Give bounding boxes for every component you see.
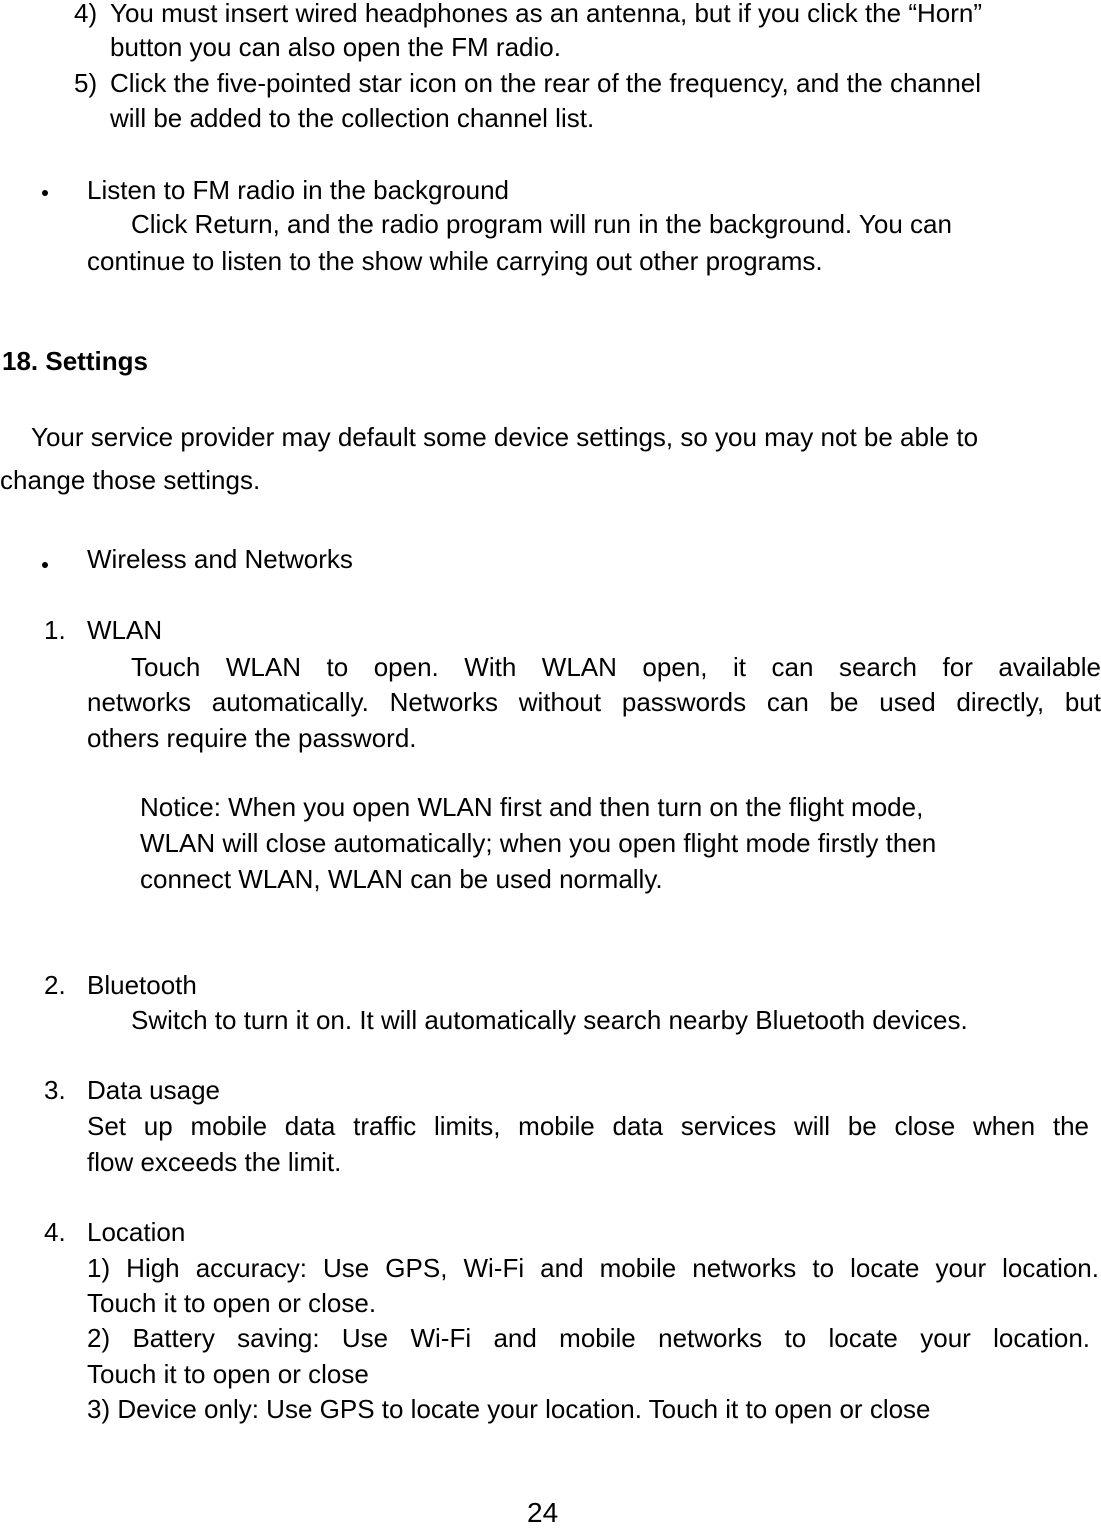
notice-text-line: connect WLAN, WLAN can be used normally. <box>140 864 663 894</box>
step-number: 4) <box>74 0 98 28</box>
item-title: Location <box>87 1217 186 1247</box>
body-text-line: 2) Battery saving: Use Wi-Fi and mobile networks to locate your location. <box>87 1323 1090 1353</box>
body-text-line: others require the password. <box>87 723 417 753</box>
body-text-line: 3) Device only: Use GPS to locate your location. Touch it to open or close <box>87 1394 931 1424</box>
body-text-line: Set up mobile data traffic limits, mobile data services will be close when the <box>87 1111 1089 1141</box>
step-text-line: will be added to the collection channel list. <box>110 103 595 133</box>
bullet-icon <box>42 190 48 196</box>
item-number: 4. <box>44 1217 66 1247</box>
section-heading: 18. Settings <box>2 346 148 376</box>
item-title: WLAN <box>87 615 163 645</box>
notice-text-line: Notice: When you open WLAN first and then turn on the flight mode, <box>140 792 924 822</box>
step-text-line: You must insert wired headphones as an antenna, but if you click the “Horn” <box>110 0 982 28</box>
item-number: 1. <box>44 615 66 645</box>
body-text-line: Switch to turn it on. It will automatically search nearby Bluetooth devices. <box>131 1005 968 1035</box>
item-number: 2. <box>44 970 66 1000</box>
item-title: Data usage <box>87 1075 220 1105</box>
body-text-line: Touch WLAN to open. With WLAN open, it can search for available <box>131 652 1101 682</box>
step-text-line: Click the five-pointed star icon on the rear of the frequency, and the channel <box>110 68 982 98</box>
bullet-title: Listen to FM radio in the background <box>87 175 510 205</box>
body-text-line: Click Return, and the radio program will run in the background. You can <box>131 209 952 239</box>
intro-text-line: change those settings. <box>0 465 261 495</box>
body-text-line: Touch it to open or close <box>87 1359 369 1389</box>
notice-text-line: WLAN will close automatically; when you open flight mode firstly then <box>140 828 937 858</box>
body-text-line: networks automatically. Networks without passwords can be used directly, but <box>87 687 1101 717</box>
body-text-line: continue to listen to the show while carrying out other programs. <box>87 246 823 276</box>
item-title: Bluetooth <box>87 970 197 1000</box>
body-text-line: Touch it to open or close. <box>87 1288 377 1318</box>
page-number: 24 <box>527 1497 559 1528</box>
item-number: 3. <box>44 1075 66 1105</box>
bullet-icon <box>42 562 48 568</box>
body-text-line: flow exceeds the limit. <box>87 1147 342 1177</box>
intro-text-line: Your service provider may default some device settings, so you may not be able to <box>31 422 979 452</box>
step-number: 5) <box>74 68 98 98</box>
bullet-title: Wireless and Networks <box>87 544 353 574</box>
body-text-line: 1) High accuracy: Use GPS, Wi-Fi and mobile networks to locate your location. <box>87 1253 1099 1283</box>
step-text-line: button you can also open the FM radio. <box>110 32 561 62</box>
